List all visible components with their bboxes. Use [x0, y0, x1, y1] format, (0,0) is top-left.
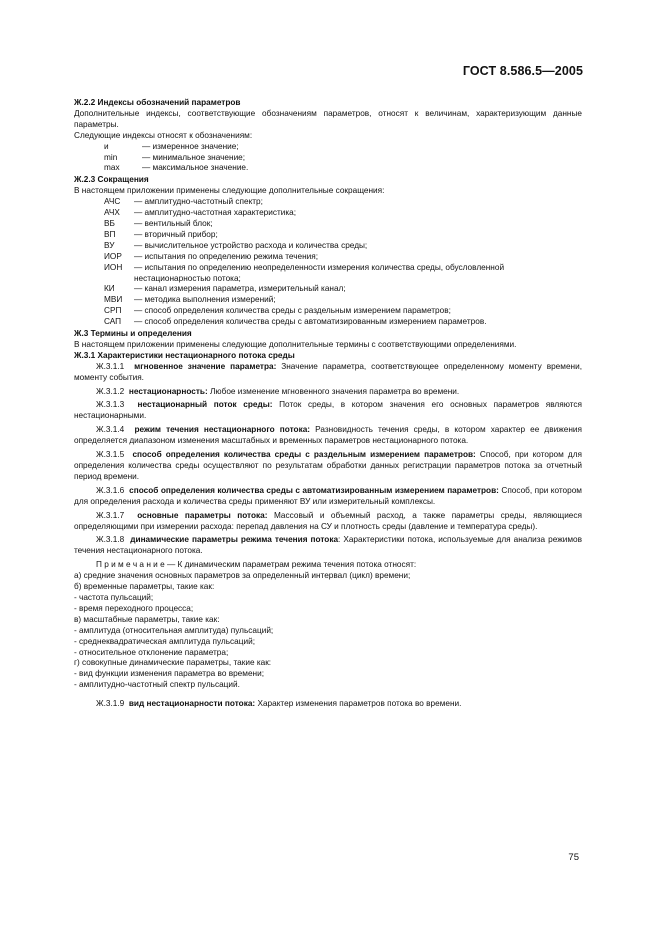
- abbreviation-description: — испытания по определению режима течения;: [134, 251, 319, 261]
- index-symbol: min: [104, 152, 118, 162]
- term-number: Ж.3.1.9: [96, 699, 125, 709]
- note-list-item: - амплитудно-частотный спектр пульсаций.: [74, 680, 240, 690]
- list-item: [104, 219, 582, 230]
- abbreviation-description: — способ определения количества среды с автоматизированным измерением параметров.: [134, 317, 487, 327]
- list-item: [104, 163, 582, 174]
- term-name: вид нестационарности потока:: [128, 699, 256, 709]
- abbreviation-description: — методика выполнения измерений;: [134, 295, 276, 305]
- abbreviation: ВУ: [104, 240, 115, 250]
- abbreviation: МВИ: [104, 295, 123, 305]
- paragraph: Следующие индексы относят к обозначениям:: [74, 130, 253, 140]
- note-list: [74, 571, 582, 691]
- term-text: Значение параметра, соответствующее определенному моменту времени, моменту события.: [74, 361, 582, 382]
- index-description: — измеренное значение;: [142, 141, 239, 151]
- abbreviation-description: — амплитудно-частотный спектр;: [134, 197, 263, 207]
- abbreviation: АЧС: [104, 197, 121, 207]
- list-item: [104, 252, 582, 263]
- list-item: [104, 142, 582, 153]
- list-item: [104, 263, 582, 285]
- abbreviation-description: — канал измерения параметра, измерительный канал;: [134, 284, 346, 294]
- abbreviation-description: — амплитудно-частотная характеристика;: [134, 208, 297, 218]
- term-text: Способ, при котором для определения расхода и количества среды применяют ВУ или измерительный комплексы.: [74, 485, 582, 506]
- abbreviation-list: [104, 197, 582, 328]
- note-list-item: - вид функции изменения параметра во времени;: [74, 669, 264, 679]
- term-number: Ж.3.1.4: [96, 425, 125, 435]
- abbreviation: АЧХ: [104, 208, 120, 218]
- note-list-item: - среднеквадратическая амплитуда пульсаций;: [74, 636, 255, 646]
- term-text: Любое изменение мгновенного значения параметра во времени.: [207, 386, 460, 396]
- note-list-item: а) средние значения основных параметров за определенный интервал (цикл) времени;: [74, 571, 411, 581]
- term-number: Ж.3.1.6: [96, 485, 125, 495]
- term-text: Разновидность течения среды, в котором характер ее движения определяется диапазоном изменения масштабных и временных параметров нестационарного потока.: [74, 425, 582, 446]
- term-name: основные параметры потока:: [137, 510, 268, 520]
- abbreviation-description: — вторичный прибор;: [134, 229, 218, 239]
- note-list-item: - амплитуда (относительная амплитуда) пульсаций;: [74, 625, 274, 635]
- list-item: [104, 306, 582, 317]
- note-list-item: г) совокупные динамические параметры, такие как:: [74, 658, 272, 668]
- term-name: способ определения количества среды с раздельным измерением параметров:: [132, 450, 476, 460]
- note-list-item: в) масштабные параметры, такие как:: [74, 614, 220, 624]
- document-body: [74, 98, 582, 710]
- note-list-item: б) временные параметры, такие как:: [74, 582, 215, 592]
- abbreviation: ВБ: [104, 218, 115, 228]
- term-number: Ж.3.1.7: [96, 510, 125, 520]
- term-text: Массовый и объемный расход, а также параметры среды, являющиеся определяющими при измерении расхода: перепад давления на СУ и плотность среды (давление и температура среды).: [74, 510, 582, 531]
- term-definition: [74, 362, 582, 384]
- paragraph: Дополнительные индексы, соответствующие обозначениям параметров, относят к величинам, характеризующим данные параметры.: [74, 108, 582, 129]
- term-definition: [74, 387, 582, 398]
- terms-list: [74, 362, 582, 558]
- term-name: нестационарность:: [128, 386, 208, 396]
- note-label: П р и м е ч а н и е: [96, 560, 165, 570]
- abbreviation-description: — испытания по определению неопределенности измерения количества среды, обусловленной нестационарностью потока;: [134, 262, 505, 283]
- page-number: 75: [568, 852, 579, 863]
- term-definition: [74, 699, 582, 710]
- term-definition: [74, 511, 582, 533]
- abbreviation: ИОН: [104, 262, 123, 272]
- index-symbol: max: [104, 163, 120, 173]
- list-item: [104, 153, 582, 164]
- note-list-item: - относительное отклонение параметра;: [74, 647, 229, 657]
- term-text: Характер изменения параметров потока во времени.: [255, 699, 462, 709]
- term-text: Поток среды, в котором значения его основных параметров являются нестационарными.: [74, 400, 582, 421]
- abbreviation: ИОР: [104, 251, 122, 261]
- term-definition: [74, 400, 582, 422]
- abbreviation: СРП: [104, 306, 122, 316]
- paragraph: В настоящем приложении применены следующие дополнительные сокращения:: [74, 186, 385, 196]
- list-item: [104, 208, 582, 219]
- index-description: — минимальное значение;: [142, 152, 246, 162]
- index-list: [104, 142, 582, 175]
- abbreviation-description: — вычислительное устройство расхода и количества среды;: [134, 240, 368, 250]
- term-name: нестационарный поток среды:: [137, 400, 273, 410]
- term-number: Ж.3.1.5: [96, 450, 125, 460]
- section-heading: Ж.3 Термины и определения: [74, 329, 192, 339]
- note-list-item: - частота пульсаций;: [74, 592, 154, 602]
- term-definition: [74, 535, 582, 557]
- list-item: [104, 295, 582, 306]
- list-item: [104, 284, 582, 295]
- term-number: Ж.3.1.3: [96, 400, 125, 410]
- abbreviation: САП: [104, 317, 122, 327]
- term-text: Способ, при котором для определения количества среды осуществляют по результатам обработки данных регистрации параметров потока за отчетный период времени.: [74, 450, 582, 481]
- list-item: [104, 317, 582, 328]
- term-definition: [74, 450, 582, 483]
- term-definition: [74, 425, 582, 447]
- abbreviation-description: — вентильный блок;: [134, 218, 213, 228]
- list-item: [104, 241, 582, 252]
- section-heading: Ж.2.3 Сокращения: [74, 175, 149, 185]
- abbreviation: ВП: [104, 229, 116, 239]
- section-heading: Ж.2.2 Индексы обозначений параметров: [74, 98, 241, 107]
- paragraph: В настоящем приложении применены следующие дополнительные термины с соответствующими определениями.: [74, 339, 517, 349]
- term-number: Ж.3.1.8: [96, 535, 125, 545]
- index-description: — максимальное значение.: [142, 163, 249, 173]
- note: [74, 560, 582, 571]
- term-text: : Характеристики потока, используемые для анализа режимов течения нестационарного потока.: [74, 535, 582, 556]
- list-item: [104, 197, 582, 208]
- term-name: динамические параметры режима течения потока: [130, 535, 339, 545]
- index-symbol: и: [104, 141, 109, 151]
- term-name: мгновенное значение параметра:: [134, 361, 277, 371]
- term-number: Ж.3.1.1: [96, 361, 125, 371]
- note-list-item: - время переходного процесса;: [74, 603, 194, 613]
- list-item: [104, 230, 582, 241]
- note-text: — К динамическим параметрам режима течения потока относят:: [164, 560, 417, 570]
- term-definition: [74, 486, 582, 508]
- abbreviation: КИ: [104, 284, 115, 294]
- term-name: способ определения количества среды с автоматизированным измерением параметров:: [129, 485, 499, 495]
- term-name: режим течения нестационарного потока:: [134, 425, 311, 435]
- subsection-heading: Ж.3.1 Характеристики нестационарного потока среды: [74, 350, 295, 360]
- document-header: ГОСТ 8.586.5—2005: [462, 64, 583, 78]
- abbreviation-description: — способ определения количества среды с раздельным измерением параметров;: [134, 306, 451, 316]
- term-number: Ж.3.1.2: [96, 386, 125, 396]
